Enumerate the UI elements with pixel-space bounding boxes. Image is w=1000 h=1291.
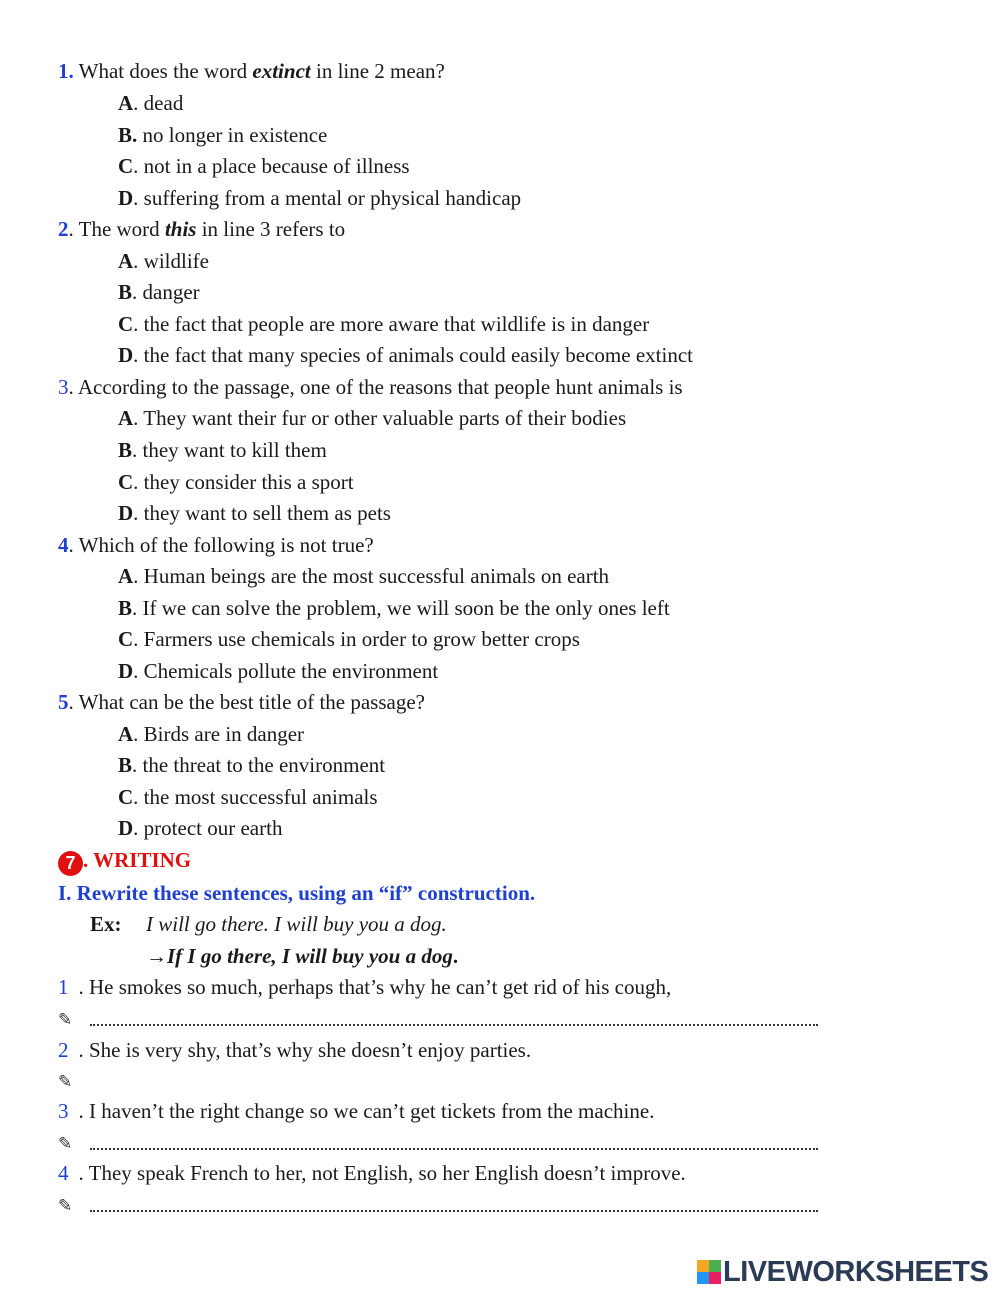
example-answer-text: →If I go there, I will buy you a dog [146,944,453,968]
section-title-writing [58,848,191,876]
option-3a[interactable] [118,406,626,430]
option-text: . If we can solve the problem, we will soon be the only ones left [132,596,670,620]
option-letter: B. [118,123,138,147]
option-text: . they consider this a sport [133,470,354,494]
logo-square-2 [709,1260,721,1272]
writing-item-1 [58,975,671,999]
option-2b[interactable] [118,280,200,304]
option-text: . Farmers use chemicals in order to grow better crops [133,627,580,651]
logo-square-4 [709,1272,721,1284]
item-text: . They speak French to her, not English, so her English doesn’t improve. [78,1161,686,1185]
section-number-badge: 7 [58,851,83,876]
option-letter: A [118,564,134,588]
option-text: . Human beings are the most successful animals on earth [133,564,610,588]
option-4b[interactable] [118,596,670,620]
option-3b[interactable] [118,438,327,462]
question-text: . What can be the best title of the passage? [68,690,425,714]
option-text: . the fact that people are more aware that wildlife is in danger [133,312,650,336]
question-number: 5 [58,690,69,714]
option-1d[interactable] [118,186,521,210]
writing-item-3 [58,1099,654,1123]
question-keyword: this [164,217,197,241]
section-title-text: . WRITING [83,848,192,872]
option-text: . they want to sell them as pets [133,501,391,525]
item-number: 4 [58,1161,69,1185]
option-text: . not in a place because of illness [133,154,410,178]
answer-line-2[interactable] [90,1068,818,1094]
question-5 [58,690,425,714]
writing-item-4 [58,1161,686,1185]
answer-line-1[interactable] [90,1024,818,1026]
question-text: . According to the passage, one of the reasons that people hunt animals is [68,375,683,399]
item-number: 2 [58,1038,69,1062]
question-text: . Which of the following is not true? [68,533,374,557]
pencil-icon: ✎ [58,1072,73,1092]
liveworksheets-logo-icon [697,1260,721,1284]
question-number: 1. [58,59,74,83]
item-number: 3 [58,1099,69,1123]
option-letter: B [118,596,133,620]
option-text: . the fact that many species of animals could easily become extinct [133,343,693,367]
example-answer [146,944,458,968]
option-letter: B [118,438,133,462]
question-number: 3 [58,375,69,399]
item-number: 1 [58,975,69,999]
item-text: . He smokes so much, perhaps that’s why he can’t get rid of his cough, [78,975,672,999]
question-keyword: extinct [252,59,311,83]
option-letter: A [118,406,134,430]
question-2 [58,217,345,241]
option-3d[interactable] [118,501,391,525]
question-number: 4 [58,533,69,557]
option-4c[interactable] [118,627,580,651]
option-letter: B [118,753,133,777]
option-text: . Chemicals pollute the environment [133,659,439,683]
option-letter: C [118,785,134,809]
answer-line-3[interactable] [90,1148,818,1150]
option-letter: C [118,627,134,651]
option-letter: C [118,470,134,494]
logo-square-1 [697,1260,709,1272]
option-letter: D [118,501,134,525]
pencil-icon: ✎ [58,1010,73,1030]
pencil-icon: ✎ [58,1196,73,1216]
option-letter: D [118,816,134,840]
question-3 [58,375,683,399]
question-text: in line 2 mean? [310,59,445,83]
option-2c[interactable] [118,312,649,336]
logo-square-3 [697,1272,709,1284]
question-1 [58,59,445,83]
answer-line-4[interactable] [90,1210,818,1212]
option-text: . protect our earth [133,816,283,840]
option-letter: D [118,659,134,683]
liveworksheets-logo[interactable] [697,1257,988,1287]
option-2a[interactable] [118,249,209,273]
option-letter: D [118,186,134,210]
option-1c[interactable] [118,154,410,178]
question-4 [58,533,374,557]
option-4d[interactable] [118,659,438,683]
option-letter: B [118,280,133,304]
option-letter: A [118,91,134,115]
question-text: . The word [68,217,165,241]
option-1a[interactable] [118,91,183,115]
option-text: . suffering from a mental or physical handicap [133,186,522,210]
option-5a[interactable] [118,722,304,746]
option-letter: A [118,249,134,273]
pencil-icon: ✎ [58,1134,73,1154]
option-5c[interactable] [118,785,378,809]
option-text: . danger [132,280,200,304]
writing-item-2 [58,1038,531,1062]
option-2d[interactable] [118,343,693,367]
option-3c[interactable] [118,470,354,494]
option-text: . they want to kill them [132,438,327,462]
option-text: . wildlife [133,249,209,273]
item-text: . I haven’t the right change so we can’t get tickets from the machine. [78,1099,655,1123]
option-letter: D [118,343,134,367]
question-text: What does the word [73,59,253,83]
option-text: . Birds are in danger [133,722,305,746]
option-letter: A [118,722,134,746]
example-answer-end: . [452,944,459,968]
writing-instruction: I. Rewrite these sentences, using an “if” construction. [58,881,536,905]
option-5b[interactable] [118,753,385,777]
question-text: in line 3 refers to [196,217,346,241]
example-text: I will go there. I will buy you a dog. [146,912,447,936]
option-letter: C [118,312,134,336]
option-text: no longer in existence [137,123,328,147]
option-letter: C [118,154,134,178]
option-5d[interactable] [118,816,282,840]
item-text: . She is very shy, that’s why she doesn’t enjoy parties. [78,1038,532,1062]
option-4a[interactable] [118,564,609,588]
logo-text: LIVEWORKSHEETS [723,1256,989,1288]
option-text: . dead [133,91,184,115]
option-text: . the threat to the environment [132,753,386,777]
option-1b[interactable] [118,123,327,147]
question-number: 2 [58,217,69,241]
example-label: Ex: [90,912,122,936]
option-text: . They want their fur or other valuable parts of their bodies [133,406,627,430]
option-text: . the most successful animals [133,785,378,809]
